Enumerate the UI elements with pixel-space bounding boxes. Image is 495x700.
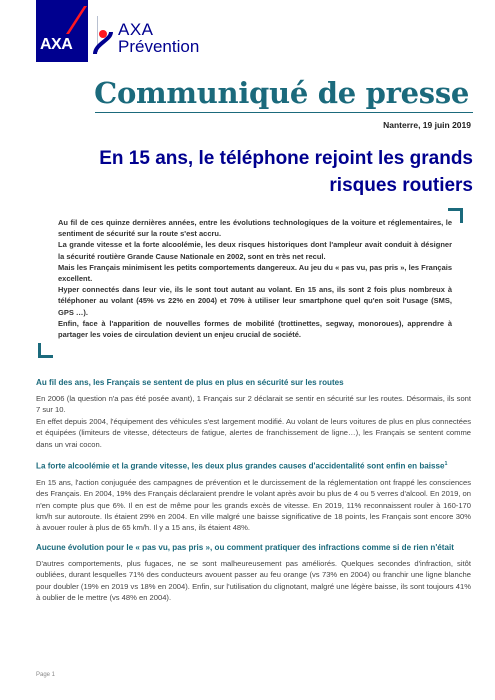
section-paragraph: En 15 ans, l'action conjuguée des campagnes de prévention et le durcissement de la réglementation ont frappé les consciences des Français. En 2004, 19% des Français déclaraient prendre le volant après avoir bu plus de 4 ou 5 verres d'alcool. En 2019, on n'en compte plus que 6%. Il en est de même pour les grands excès de vitesse. En 2019, 11% reconnaissent rouler à 160-170 km/h sur autoroute. Ils étaient 29% en 2004. En ville malgré une baisse significative de 18 points, les Français sont encore 30% à avouer rouler à plus de 65 km/h. Il y a 15 ans, ils étaient 48%.	[36, 477, 471, 533]
corner-bracket-bottom-left	[38, 343, 53, 358]
document-type-title: Communiqué de presse	[94, 76, 469, 110]
brand-line-2: Prévention	[118, 37, 200, 56]
section-paragraph: En effet depuis 2004, l'équipement des véhicules s'est largement modifié. Au volant de leurs voitures de plus en plus connectées et équipées (limiteurs de vitesse, détecteurs de fatigue, alertes de franchissement de ligne…), les Français se sentent comme dans un vrai cocon.	[36, 416, 471, 449]
intro-paragraph: Au fil de ces quinze dernières années, entre les évolutions technologiques de la voiture et réglementaires, le sentiment de sécurité sur la route s'est accru.	[58, 218, 452, 239]
brand-line-1: AXA	[118, 20, 154, 39]
section-feeling-safe	[36, 377, 471, 450]
press-date: Nanterre, 19 juin 2019	[383, 120, 471, 130]
footnote-marker: 1	[444, 461, 448, 468]
intro-paragraph: Enfin, face à l'apparition de nouvelles formes de mobilité (trottinettes, segway, monoroues), apprendre à partager les voies de circulation devient un enjeu crucial de société.	[58, 318, 452, 340]
section-paragraph: En 2006 (la question n'a pas été posée avant), 1 Français sur 2 déclarait se sentir en sécurité sur les routes. Désormais, ils sont 7 sur 10.	[36, 394, 471, 415]
section-alcohol-speed	[36, 458, 471, 534]
headline: En 15 ans, le téléphone rejoint les grands risques routiers	[99, 148, 473, 196]
page-footer: Page 1	[36, 672, 56, 678]
brand-name	[118, 21, 199, 55]
intro-paragraph: Mais les Français minimisent les petits comportements dangereux. Au jeu du « pas vu, pas pris », les Français excellent.	[58, 262, 452, 284]
axa-logo-icon	[36, 0, 88, 62]
section-heading: La forte alcoolémie et la grande vitesse, les deux plus grandes causes d'accidentalité sont enfin en baisse$^1$	[36, 461, 448, 471]
section-pas-vu-pas-pris	[36, 542, 471, 604]
article-body	[36, 377, 471, 611]
section-heading: Au fil des ans, les Français se sentent de plus en plus en sécurité sur les routes	[36, 378, 344, 387]
intro-paragraph: Hyper connectés dans leur vie, ils le sont tout autant au volant. En 15 ans, ils sont 2 fois plus nombreux à téléphoner au volant (45% vs 22% en 2004) et 70% à utiliser leur smartphone quel qu'en soit l'usage (SMS, GPS …).	[58, 285, 452, 317]
section-heading: Aucune évolution pour le « pas vu, pas pris », ou comment pratiquer des infractions comme si de rien n'était	[36, 542, 454, 552]
intro-summary	[58, 217, 452, 340]
intro-paragraph: La grande vitesse et la forte alcoolémie, les deux risques historiques dont l'ampleur avait conduit à désigner la sécurité routière Grande Cause Nationale en 2002, sont en très net recul.	[58, 240, 452, 261]
title-divider	[95, 112, 473, 113]
prevention-logo-icon	[92, 28, 114, 56]
section-paragraph: D'autres comportements, plus fugaces, ne se sont malheureusement pas améliorés. Quelques secondes d'infraction, sitôt oubliées, durant lesquelles 71% des conducteurs avouent passer au feu orange (vs 73% en 2004) ou franchir une ligne blanche pour doubler (19% en 2019 vs 18% en 2004). Enfin, sur l'utilisation du clignotant, malgré une légère baisse, ils sont toujours 41% à oublier de le mettre (vs 48% en 2004).	[36, 558, 471, 602]
svg-text:AXA: AXA	[40, 36, 73, 53]
